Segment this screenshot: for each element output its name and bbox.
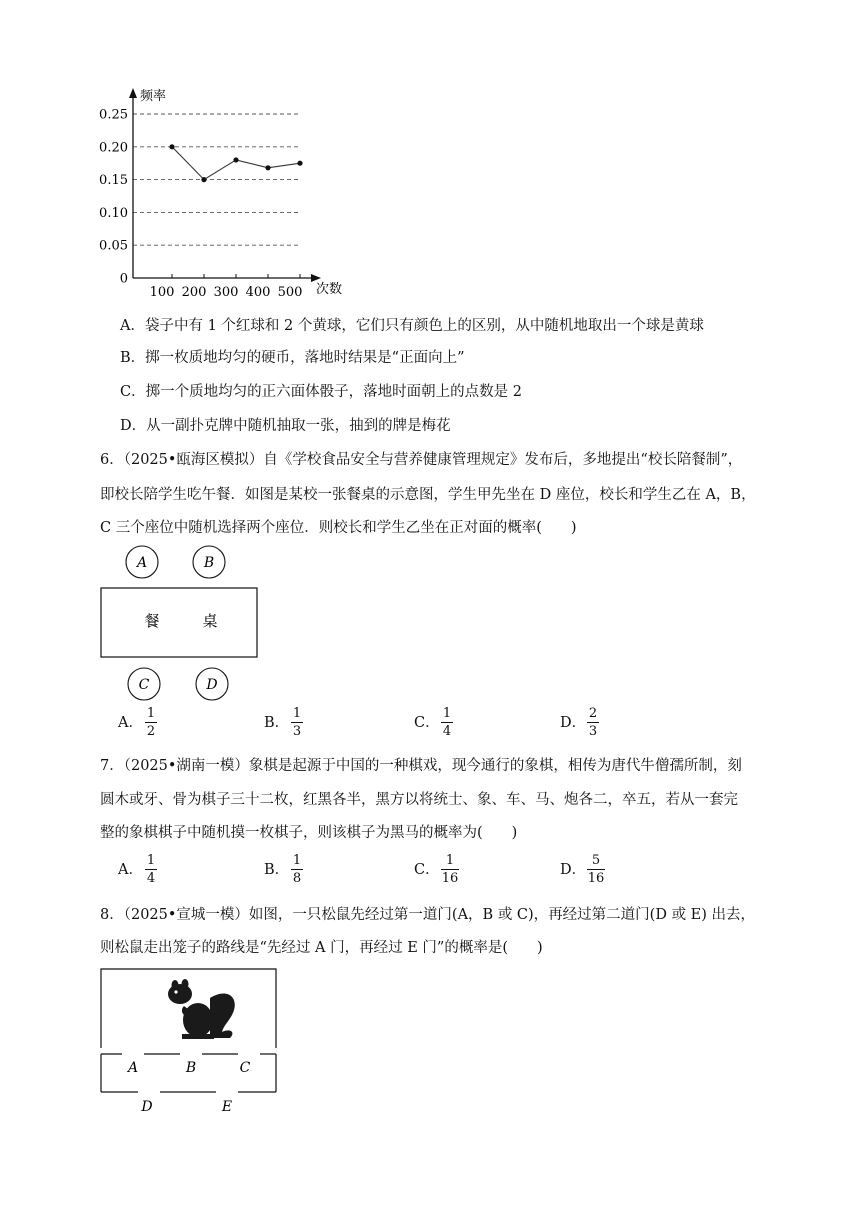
x-axis-label: 次数 [316, 282, 343, 297]
numerator: 2 [588, 706, 598, 721]
q7-option-a-fraction [145, 853, 157, 886]
table-text-2: 桌 [202, 612, 218, 630]
q7-option-d-letter[interactable]: D． [560, 862, 587, 878]
gate-b-label: B [185, 1060, 197, 1076]
q8-text-line-1: 8．（2025•宣城一模）如图，一只松鼠先经过第一道门(A，B 或 C)，再经过第二道门(D 或 E) 出去， [100, 907, 756, 923]
y-tick-label: 0 [119, 271, 128, 287]
q6-option-c-letter[interactable]: C． [414, 715, 440, 731]
q5-option-d[interactable]: D．从一副扑克牌中随机抽取一张，抽到的牌是梅花 [120, 418, 451, 434]
denominator: 16 [441, 871, 459, 886]
q6-option-a-letter[interactable]: A． [118, 715, 143, 731]
data-point [169, 144, 174, 149]
x-tick-label: 200 [181, 285, 207, 300]
data-point [265, 165, 270, 170]
y-tick-label: 0.05 [99, 238, 128, 254]
table-text-1: 餐 [144, 612, 160, 630]
squirrel-cage-diagram [98, 966, 280, 1116]
q7-option-b-fraction [291, 853, 303, 886]
denominator: 8 [292, 871, 302, 886]
seat-b-label: B [203, 555, 215, 571]
data-point [297, 161, 302, 166]
y-tick-labels [99, 108, 128, 287]
q7-text-line-1: 7．（2025•湖南一模）象棋是起源于中国的一种棋戏，现今通行的象棋，相传为唐代牛僧孺所制，刻 [100, 758, 742, 774]
y-tick-label: 0.10 [99, 205, 128, 221]
denominator: 4 [146, 871, 156, 886]
q7-option-c-fraction [441, 853, 459, 886]
squirrel-icon [168, 979, 235, 1039]
numerator: 1 [445, 853, 455, 868]
denominator: 16 [587, 871, 605, 886]
numerator: 1 [292, 706, 302, 721]
denominator: 3 [588, 724, 598, 739]
q8-text-line-2: 则松鼠走出笼子的路线是“先经过 A 门，再经过 E 门”的概率是( ) [100, 940, 543, 956]
x-tick-label: 500 [277, 285, 303, 300]
y-tick-label: 0.15 [99, 173, 128, 189]
y-axis-label: 频率 [140, 89, 167, 104]
q6-text-line-3: C 三个座位中随机选择两个座位．则校长和学生乙坐在正对面的概率( ) [100, 520, 577, 536]
chart-grid [133, 114, 300, 245]
data-point [233, 157, 238, 162]
gate-a-label: A [127, 1060, 139, 1076]
q6-option-d-letter[interactable]: D． [560, 715, 587, 731]
frequency-chart [90, 84, 360, 304]
seat-c-label: C [138, 677, 150, 693]
dining-table-diagram [98, 544, 262, 704]
table-rect [101, 588, 257, 657]
q7-option-a-letter[interactable]: A． [118, 862, 143, 878]
chart-axes [129, 88, 321, 282]
q7-option-c-letter[interactable]: C． [414, 862, 440, 878]
q6-option-d-fraction [587, 706, 599, 739]
numerator: 1 [442, 706, 452, 721]
y-tick-label: 0.25 [99, 107, 128, 123]
x-tick-label: 400 [245, 285, 271, 300]
q6-option-b-letter[interactable]: B． [264, 715, 290, 731]
q7-text-line-2: 圆木或牙、骨为棋子三十二枚，红黑各半，黑方以将统士、象、车、马、炮各二，卒五，若从一套完 [100, 792, 738, 808]
gate-d-label: D [141, 1099, 153, 1115]
series-line [172, 147, 300, 180]
q6-option-c-fraction [441, 706, 453, 739]
seat-d-label: D [206, 677, 218, 693]
seat-a-label: A [136, 555, 148, 571]
q6-text-line-1: 6．（2025•瓯海区模拟）自《学校食品安全与营养健康管理规定》发布后，多地提出“校长陪餐制”， [100, 452, 743, 468]
numerator: 1 [146, 706, 156, 721]
numerator: 1 [292, 853, 302, 868]
q6-text-line-2: 即校长陪学生吃午餐．如图是某校一张餐桌的示意图，学生甲先坐在 D 座位，校长和学生乙在 A，B， [100, 487, 756, 503]
numerator: 5 [591, 853, 601, 868]
q7-option-d-fraction [587, 853, 605, 886]
series-points [169, 144, 302, 182]
denominator: 3 [292, 724, 302, 739]
gate-c-label: C [239, 1060, 251, 1076]
denominator: 2 [146, 724, 156, 739]
x-tick-label: 100 [149, 285, 175, 300]
q6-option-a-fraction [145, 706, 157, 739]
q5-option-a[interactable]: A．袋子中有 1 个红球和 2 个黄球，它们只有颜色上的区别，从中随机地取出一个球是黄球 [120, 318, 704, 334]
x-tick-label: 300 [213, 285, 239, 300]
q7-text-line-3: 整的象棋棋子中随机摸一枚棋子，则该棋子为黑马的概率为( ) [100, 825, 518, 841]
denominator: 4 [442, 724, 452, 739]
numerator: 1 [146, 853, 156, 868]
q6-option-b-fraction [291, 706, 303, 739]
y-tick-label: 0.20 [99, 140, 128, 156]
gate-e-label: E [221, 1099, 233, 1115]
q7-option-b-letter[interactable]: B． [264, 862, 290, 878]
q5-option-b[interactable]: B．掷一枚质地均匀的硬币，落地时结果是“正面向上” [120, 350, 465, 366]
q5-option-c[interactable]: C．掷一个质地均匀的正六面体骰子，落地时面朝上的点数是 2 [120, 384, 522, 400]
data-point [201, 177, 206, 182]
